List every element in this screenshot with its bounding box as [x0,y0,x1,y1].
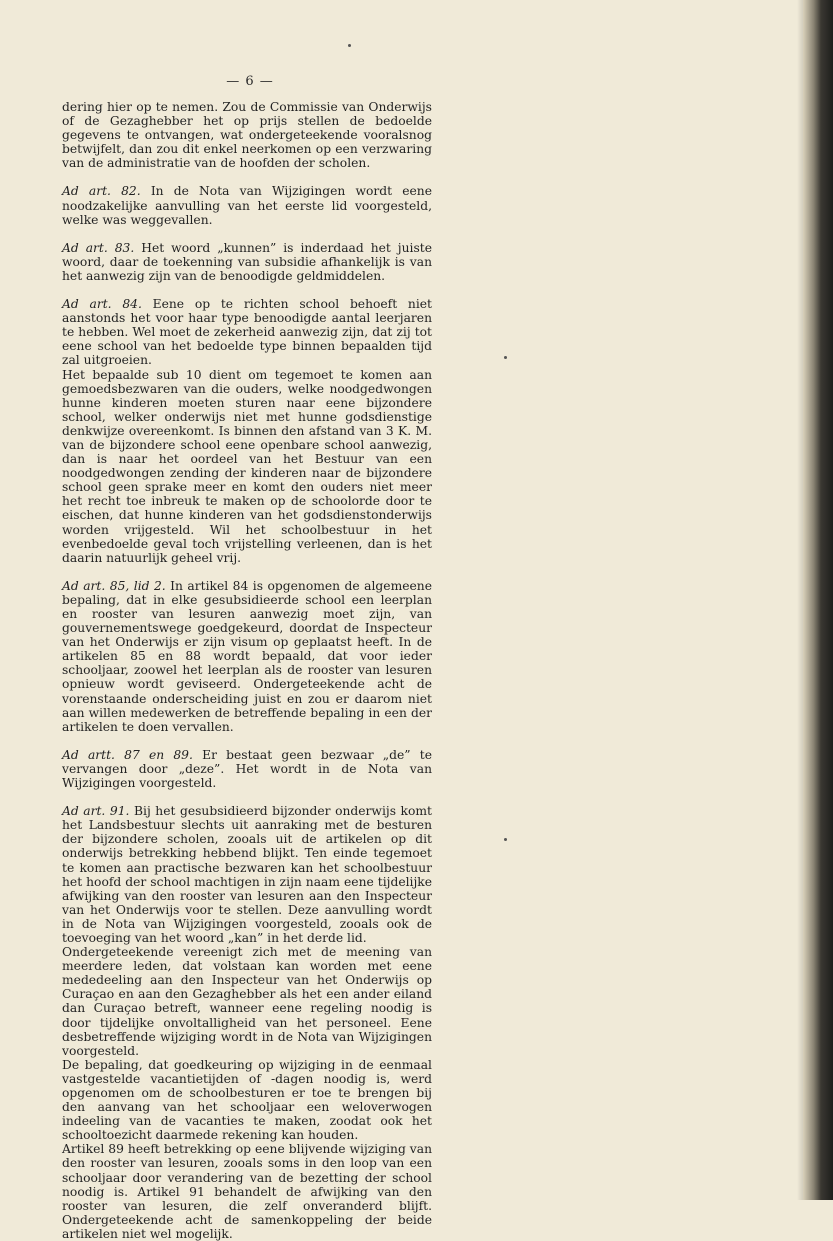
paper-speck [504,838,507,841]
paragraph-text: Bij het gesubsidieerd bijzonder onderwijs komt het Landsbestuur slechts uit aanraking met de besturen der bijzondere scholen, zooals uit de artikelen op dit onderwijs betrekking hebbend blijkt. Ten einde tegemoet te komen aan practische bezwaren kan het schoolbestuur het hoofd der school machtigen in zijn naam eene tijdelijke afwijking van den rooster van lesuren aan den Inspecteur van het Onderwijs voor te stellen. Deze aanvulling wordt in de Nota van Wijzigingen voorgesteld, zooals ook de toevoeging van het woord „kan” in het derde lid. [62,804,432,945]
paragraph-art-83 [62,241,432,283]
paragraph-art-85 [62,579,432,734]
book-spine [803,0,833,1200]
page-body [62,100,432,1241]
paragraph-lead: Ad art. 85, lid 2. [62,578,166,593]
paragraph-artikel-89 [62,1142,432,1241]
paragraph-lead: Ad art. 84. [62,297,142,312]
paragraph-text: In de Nota van Wijzigingen wordt eene noodzakelijke aanvulling van het eerste lid voorgesteld, welke was weggevallen. [62,184,433,227]
paragraph-text: In artikel 84 is opgenomen de algemeene bepaling, dat in elke gesubsidieerde school een leerplan en rooster van lesuren aanwezig moet zijn, van gouvernementswege goedgekeurd, doordat de Inspecteur van het Onderwijs er zijn visum op geplaatst heeft. In de artikelen 85 en 88 wordt bepaald, dat voor ieder schooljaar, zoowel het leerplan als de rooster van lesuren opnieuw wordt geviseerd. Ondergeteekende acht de vorenstaande onderscheiding juist en zou er daarom niet aan willen medewerken de betreffende bepaling in een der artikelen te doen vervallen. [62,578,432,734]
paragraph-sub-10 [62,368,432,565]
paragraph-text: Er bestaat geen bezwaar „de” te vervangen door „deze”. Het wordt in de Nota van Wijzigingen voorgesteld. [62,747,432,791]
paragraph-vacantie [62,1058,432,1143]
paragraph-meening [62,945,432,1058]
paragraph-text: Het woord „kunnen” is inderdaad het juiste woord, daar de toekenning van subsidie afhankelijk is van het aanwezig zijn van de benoodigde geldmiddelen. [62,240,432,283]
paragraph-lead: Ad art. 83. [62,240,135,255]
page-edge-shadow [797,0,803,1200]
paragraph-text: Artikel 89 heeft betrekking op eene blijvende wijziging van den rooster van lesuren, zooals soms in den loop van een schooljaar door verandering van de bezetting der school noodig is. Artikel 91 behandelt de afwijking van den rooster van lesuren, die zelf onveranderd blijft. Ondergeteekende acht de samenkoppeling der beide artikelen niet wel mogelijk. [62,1142,432,1241]
paragraph-text: Eene op te richten school behoeft niet aanstonds het voor haar type benoodigde aantal leerjaren te hebben. Wel moet de zekerheid aanwezig zijn, dat zij tot eene school van het bedoelde type binnen bepaalden tijd zal uitgroeien. [62,297,433,368]
paragraph-continuation [62,100,432,170]
paragraph-art-84 [62,297,432,367]
page-number: — 6 — [226,74,274,89]
paragraph-text: dering hier op te nemen. Zou de Commissie van Onderwijs of de Gezaghebber het op prijs stellen de bedoelde gegevens te ontvangen, wat ondergeteekende vooralsnog betwijfelt, dan zou dit enkel neerkomen op een verzwaring van de administratie van de hoofden der scholen. [62,100,432,171]
paragraph-art-82 [62,184,432,226]
paragraph-lead: Ad art. 82. [62,184,141,199]
paragraph-lead: Ad artt. 87 en 89. [62,747,193,762]
paper-speck [348,44,351,47]
paragraph-text: Ondergeteekende vereenigt zich met de meening van meerdere leden, dat volstaan kan worden met eene mededeeling aan den Inspecteur van het Onderwijs op Curaçao en aan den Gezaghebber als het een ander eiland dan Curaçao betreft, wanneer eene regeling noodig is door tijdelijke onvoltalligheid van het personeel. Eene desbetreffende wijziging wordt in de Nota van Wijzigingen voorgesteld. [62,945,432,1058]
paragraph-lead: Ad art. 91. [62,804,130,819]
paragraph-art-91 [62,804,432,945]
paragraph-text: De bepaling, dat goedkeuring op wijziging in de eenmaal vastgestelde vacantietijden of -dagen noodig is, werd opgenomen om de schoolbesturen er toe te brengen bij den aanvang van het schooljaar een weloverwogen indeeling van de vacanties te maken, zoodat ook het schooltoezicht daarmede rekening kan houden. [62,1057,432,1143]
paragraph-artt-87-89 [62,748,432,790]
paper-speck [504,356,507,359]
paragraph-text: Het bepaalde sub 10 dient om tegemoet te komen aan gemoedsbezwaren van die ouders, welke noodgedwongen hunne kinderen moeten sturen naar eene bijzondere school, welker onderwijs niet met hunne godsdienstige denkwijze overeenkomt. Is binnen den afstand van 3 K. M. van de bijzondere school eene openbare school aanwezig, dan is naar het oordeel van het Bestuur van een noodgedwongen zending der kinderen naar de bijzondere school geen sprake meer en komt den ouders niet meer het recht toe inbreuk te maken op de schoolorde door te eischen, dat hunne kinderen van het godsdienstonderwijs worden vrijgesteld. Wil het schoolbestuur in het evenbedoelde geval toch vrijstelling verleenen, dan is het daarin natuurlijk geheel vrij. [62,367,432,565]
